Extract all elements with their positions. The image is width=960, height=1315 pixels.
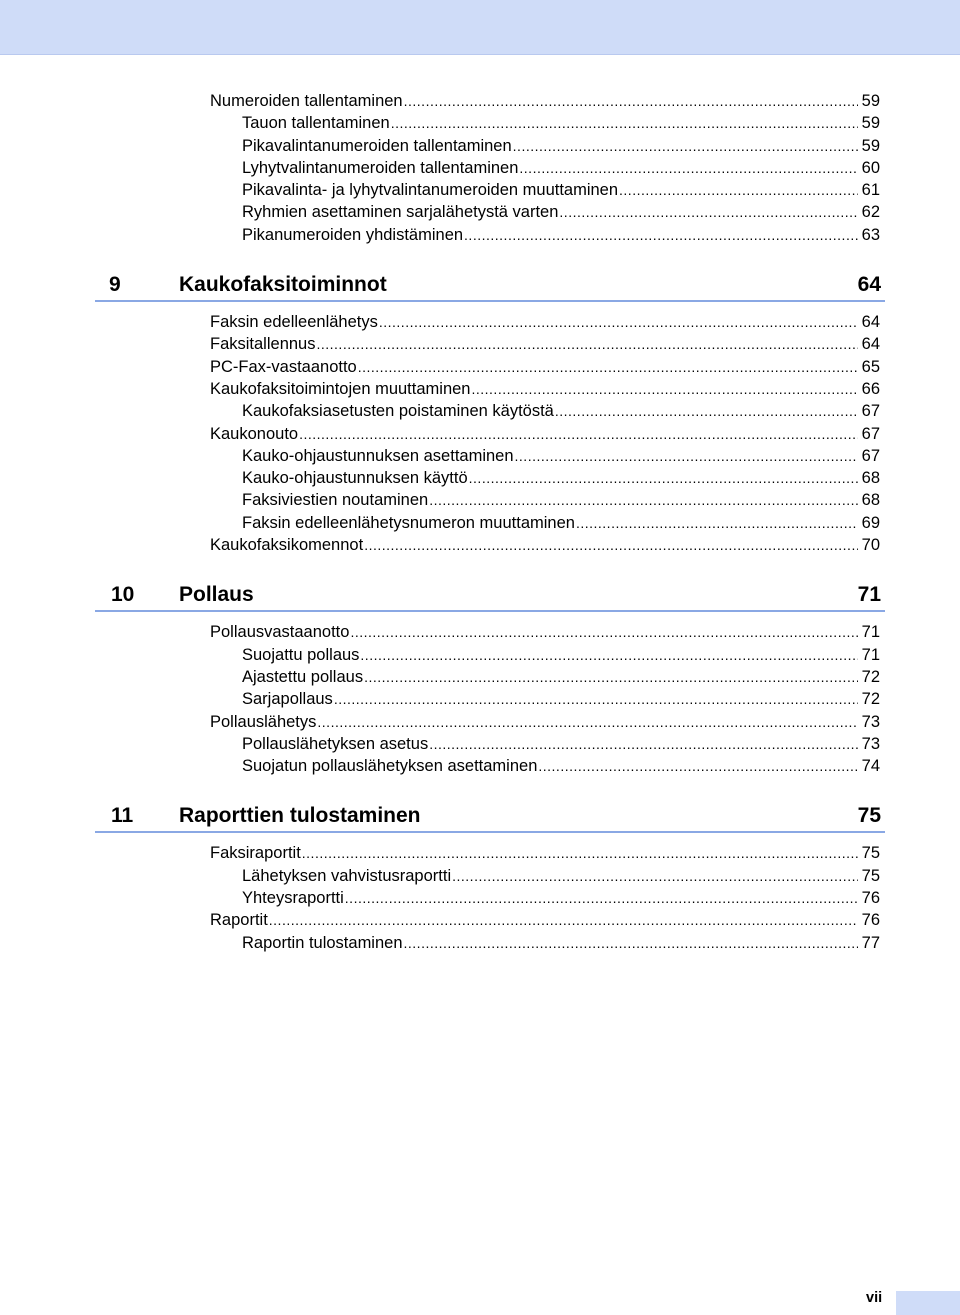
- dot-leader: [269, 909, 858, 931]
- toc-entry-title: Faksin edelleenlähetys: [210, 313, 378, 332]
- toc-entry-title: Kaukonouto: [210, 424, 299, 443]
- dot-leader: [334, 688, 858, 710]
- toc-entry[interactable]: [242, 688, 880, 710]
- toc-entry[interactable]: [210, 333, 880, 355]
- toc-entry[interactable]: [210, 621, 880, 643]
- toc-entry[interactable]: [242, 865, 880, 887]
- toc-entry-page: 66: [861, 379, 880, 398]
- toc-entry-page: 68: [861, 491, 880, 510]
- dot-leader: [317, 711, 858, 733]
- toc-entry[interactable]: [242, 733, 880, 755]
- toc-entry-page: 70: [861, 536, 880, 555]
- dot-leader: [519, 157, 858, 179]
- toc-entry-page: 72: [861, 667, 880, 686]
- toc-entry[interactable]: [242, 489, 880, 511]
- toc-entry-page: 64: [861, 335, 880, 354]
- toc-entry-title: Ryhmien asettaminen sarjalähetystä varten: [242, 203, 559, 222]
- chapter-page: 75: [857, 804, 881, 828]
- toc-entry[interactable]: [242, 755, 880, 777]
- toc-entry-title: Kaukofaksiasetusten poistaminen käytöstä: [242, 402, 554, 421]
- dot-leader: [469, 467, 858, 489]
- dot-leader: [302, 842, 858, 864]
- toc-entry-title: Raportit: [210, 911, 268, 930]
- dot-leader: [360, 644, 858, 666]
- toc-entry[interactable]: [242, 666, 880, 688]
- toc-entry-page: 73: [861, 712, 880, 731]
- dot-leader: [464, 224, 858, 246]
- toc-entry[interactable]: [210, 534, 880, 556]
- toc-entry[interactable]: [242, 400, 880, 422]
- toc-entry-page: 61: [861, 181, 880, 200]
- toc-entry-page: 74: [861, 757, 880, 776]
- toc-entry-page: 76: [861, 889, 880, 908]
- dot-leader: [452, 865, 858, 887]
- chapter-page: 64: [857, 273, 881, 297]
- dot-leader: [316, 333, 858, 355]
- toc-entry-page: 65: [861, 357, 880, 376]
- dot-leader: [364, 534, 858, 556]
- footer-band: [896, 1291, 960, 1315]
- toc-entry-page: 63: [861, 225, 880, 244]
- toc-entry-page: 73: [861, 734, 880, 753]
- dot-leader: [345, 887, 858, 909]
- chapter-title: Kaukofaksitoiminnot: [179, 273, 387, 297]
- toc-entry-title: Pollauslähetys: [210, 712, 317, 731]
- chapter-heading[interactable]: [95, 264, 885, 302]
- chapter-heading[interactable]: [95, 574, 885, 612]
- toc-entry-page: 68: [861, 469, 880, 488]
- toc-entry[interactable]: [242, 644, 880, 666]
- header-band: [0, 0, 960, 55]
- table-of-contents: [0, 90, 960, 954]
- dot-leader: [404, 90, 858, 112]
- toc-entry[interactable]: [210, 90, 880, 112]
- toc-entry-title: Faksiviestien noutaminen: [242, 491, 429, 510]
- dot-leader: [538, 755, 858, 777]
- toc-entry[interactable]: [242, 135, 880, 157]
- toc-entry[interactable]: [210, 842, 880, 864]
- chapter-title: Raporttien tulostaminen: [179, 804, 421, 828]
- chapter-number: 9: [109, 273, 121, 297]
- toc-entry[interactable]: [210, 711, 880, 733]
- toc-entry-title: Lähetyksen vahvistusraportti: [242, 866, 452, 885]
- toc-entry-title: Ajastettu pollaus: [242, 667, 364, 686]
- toc-entry-page: 72: [861, 690, 880, 709]
- toc-entry-page: 64: [861, 313, 880, 332]
- toc-entry-page: 67: [861, 402, 880, 421]
- toc-entry-title: Raportin tulostaminen: [242, 933, 403, 952]
- toc-entry[interactable]: [242, 179, 880, 201]
- toc-entry-page: 71: [861, 623, 880, 642]
- dot-leader: [619, 179, 858, 201]
- dot-leader: [515, 445, 858, 467]
- toc-entry-page: 69: [861, 513, 880, 532]
- toc-entry-page: 59: [861, 136, 880, 155]
- toc-entry-title: Pollauslähetyksen asetus: [242, 734, 429, 753]
- toc-entry-title: Numeroiden tallentaminen: [210, 92, 403, 110]
- toc-entry-page: 71: [861, 645, 880, 664]
- toc-entry-title: Pikavalinta- ja lyhytvalintanumeroiden muuttaminen: [242, 181, 619, 200]
- dot-leader: [391, 112, 858, 134]
- dot-leader: [429, 733, 858, 755]
- toc-entry-title: Pikanumeroiden yhdistäminen: [242, 225, 464, 244]
- toc-entry[interactable]: [242, 201, 880, 223]
- dot-leader: [299, 423, 858, 445]
- toc-entry[interactable]: [242, 932, 880, 954]
- toc-entry-page: 59: [861, 92, 880, 110]
- toc-entry-title: Kauko-ohjaustunnuksen käyttö: [242, 469, 468, 488]
- page-number: vii: [866, 1290, 883, 1306]
- chapter-number: 10: [111, 583, 135, 607]
- toc-entry-page: 76: [861, 911, 880, 930]
- toc-entry-title: Yhteysraportti: [242, 889, 344, 908]
- toc-entry[interactable]: [242, 112, 880, 134]
- toc-entry[interactable]: [210, 356, 880, 378]
- toc-entry[interactable]: [242, 157, 880, 179]
- chapter-title: Pollaus: [179, 583, 254, 607]
- toc-entry-title: Pikavalintanumeroiden tallentaminen: [242, 136, 512, 155]
- toc-entry-title: Faksin edelleenlähetysnumeron muuttaminen: [242, 513, 575, 532]
- toc-entry-page: 67: [861, 424, 880, 443]
- dot-leader: [559, 201, 858, 223]
- toc-entry[interactable]: [242, 224, 880, 246]
- toc-entry[interactable]: [242, 887, 880, 909]
- toc-entry-page: 77: [861, 933, 880, 952]
- chapter-page: 71: [857, 583, 881, 607]
- toc-entry-title: Suojattu pollaus: [242, 645, 360, 664]
- toc-entry[interactable]: [242, 512, 880, 534]
- dot-leader: [429, 489, 858, 511]
- toc-entry-title: Faksiraportit: [210, 844, 301, 863]
- toc-entry[interactable]: [242, 445, 880, 467]
- toc-entry-title: PC-Fax-vastaanotto: [210, 357, 357, 376]
- dot-leader: [576, 512, 858, 534]
- toc-entry[interactable]: [210, 378, 880, 400]
- dot-leader: [364, 666, 858, 688]
- toc-entry-page: 59: [861, 114, 880, 133]
- toc-entry-title: Kaukofaksitoimintojen muuttaminen: [210, 379, 471, 398]
- toc-entry-page: 67: [861, 446, 880, 465]
- toc-entry-page: 75: [861, 866, 880, 885]
- toc-entry[interactable]: [242, 467, 880, 489]
- toc-entry-title: Suojatun pollauslähetyksen asettaminen: [242, 757, 538, 776]
- toc-entry-title: Tauon tallentaminen: [242, 114, 390, 133]
- toc-entry-title: Kaukofaksikomennot: [210, 536, 364, 555]
- dot-leader: [379, 311, 858, 333]
- dot-leader: [358, 356, 858, 378]
- toc-entry-title: Faksitallennus: [210, 335, 316, 354]
- dot-leader: [350, 621, 858, 643]
- toc-entry-title: Sarjapollaus: [242, 690, 333, 709]
- dot-leader: [555, 400, 858, 422]
- dot-leader: [404, 932, 858, 954]
- toc-entry-page: 75: [861, 844, 880, 863]
- chapter-heading[interactable]: [95, 795, 885, 833]
- toc-entry-title: Kauko-ohjaustunnuksen asettaminen: [242, 446, 514, 465]
- toc-entry-title: Lyhytvalintanumeroiden tallentaminen: [242, 158, 519, 177]
- chapter-number: 11: [111, 804, 134, 828]
- toc-entry[interactable]: [210, 311, 880, 333]
- toc-entry[interactable]: [210, 909, 880, 931]
- toc-entry-title: Pollausvastaanotto: [210, 623, 350, 642]
- toc-entry-page: 62: [861, 203, 880, 222]
- dot-leader: [513, 135, 858, 157]
- toc-entry[interactable]: [210, 423, 880, 445]
- toc-entry-page: 60: [861, 158, 880, 177]
- dot-leader: [471, 378, 858, 400]
